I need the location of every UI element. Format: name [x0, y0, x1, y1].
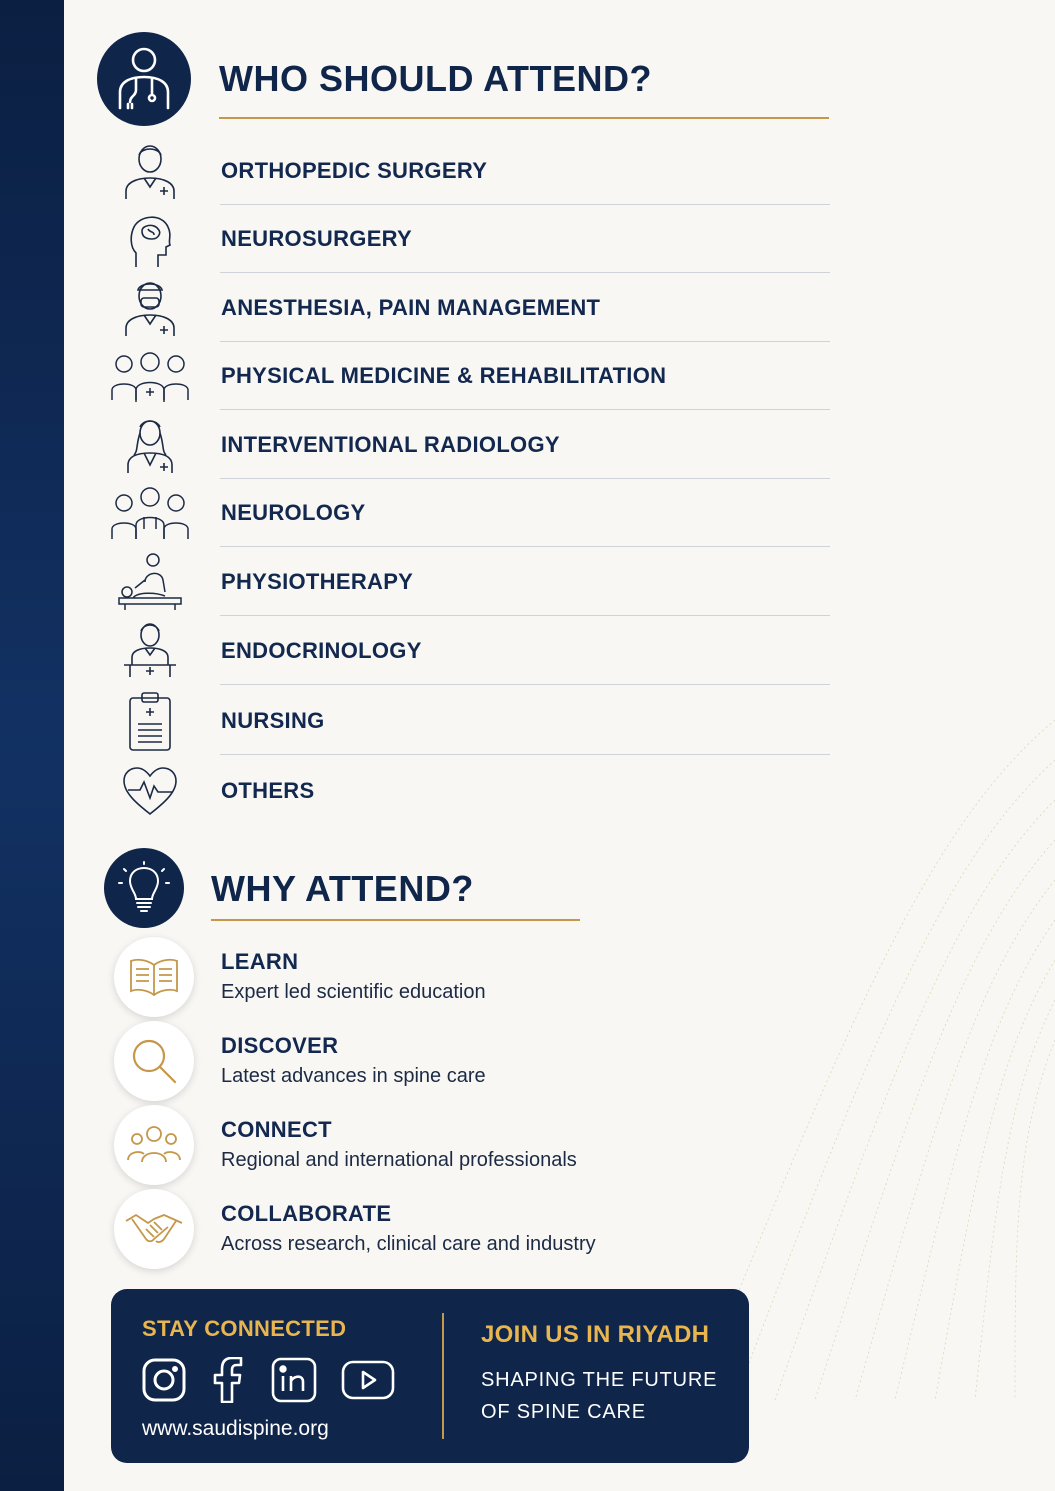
- footer-panel: [111, 1289, 749, 1463]
- list-item: NURSING: [110, 687, 830, 755]
- masked-doctor-icon: [122, 278, 178, 338]
- who-section-title: WHO SHOULD ATTEND?: [219, 58, 652, 99]
- tagline-line-2: OF SPINE CARE: [481, 1401, 646, 1423]
- list-item: NEUROSURGERY: [110, 205, 830, 273]
- website-link[interactable]: www.saudispine.org: [142, 1417, 329, 1440]
- tagline-line-1: SHAPING THE FUTURE: [481, 1369, 718, 1391]
- why-section-title: WHY ATTEND?: [211, 868, 474, 909]
- doctor-desk-icon: [120, 621, 180, 681]
- list-item: ORTHOPEDIC SURGERY: [110, 137, 830, 205]
- list-item: PHYSIOTHERAPY: [110, 548, 830, 616]
- magnifier-icon: [129, 1036, 179, 1086]
- list-item: ENDOCRINOLOGY: [110, 617, 830, 685]
- left-sidebar-band: [0, 0, 64, 1491]
- why-item-connect: CONNECT Regional and international professionals: [114, 1105, 734, 1187]
- why-item-collaborate: COLLABORATE Across research, clinical care and industry: [114, 1189, 734, 1271]
- who-section-icon: [97, 32, 191, 126]
- linkedin-icon[interactable]: [267, 1357, 321, 1403]
- doctor-icon: [114, 46, 174, 112]
- why-item-discover: DISCOVER Latest advances in spine care: [114, 1021, 734, 1103]
- footer-divider: [442, 1313, 444, 1439]
- list-item: NEUROLOGY: [110, 479, 830, 547]
- heartbeat-icon: [120, 764, 180, 818]
- open-book-icon: [128, 957, 180, 997]
- why-item-learn: LEARN Expert led scientific education: [114, 937, 734, 1019]
- instagram-icon[interactable]: [137, 1357, 191, 1403]
- list-item: ANESTHESIA, PAIN MANAGEMENT: [110, 274, 830, 342]
- stay-connected-title: STAY CONNECTED: [142, 1316, 347, 1341]
- list-item: OTHERS: [110, 757, 830, 825]
- youtube-icon[interactable]: [341, 1357, 395, 1403]
- physiotherapy-icon: [115, 552, 185, 612]
- surgeon-icon: [122, 141, 178, 201]
- lightbulb-icon: [118, 861, 170, 915]
- brain-head-icon: [122, 209, 178, 269]
- facebook-icon[interactable]: [201, 1357, 255, 1403]
- list-item: PHYSICAL MEDICINE & REHABILITATION: [110, 342, 830, 410]
- medical-team-icon: [110, 485, 190, 541]
- who-title-underline: [219, 117, 829, 119]
- female-doctor-icon: [122, 415, 178, 475]
- clipboard-icon: [126, 690, 174, 752]
- handshake-icon: [124, 1209, 184, 1249]
- join-title: JOIN US IN RIYADH: [481, 1321, 710, 1348]
- why-section-icon: [104, 848, 184, 928]
- list-item: INTERVENTIONAL RADIOLOGY: [110, 411, 830, 479]
- why-title-underline: [211, 919, 580, 921]
- people-icon: [126, 1124, 182, 1166]
- doctor-group-icon: [110, 348, 190, 404]
